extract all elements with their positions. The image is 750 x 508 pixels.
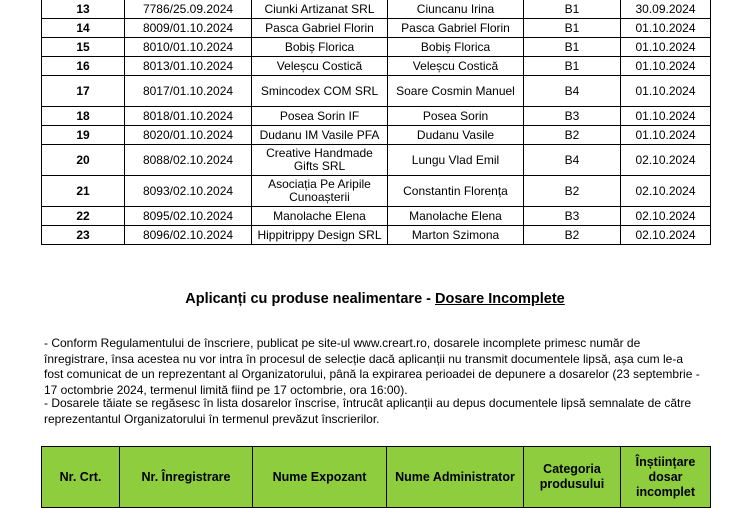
notice-date: 01.10.2024 [621, 57, 711, 76]
notice-date: 01.10.2024 [621, 76, 711, 107]
table-row [42, 176, 711, 207]
product-category: B2 [524, 126, 621, 145]
administrator-name: Pasca Gabriel Florin [388, 19, 524, 38]
row-number: 22 [42, 207, 125, 226]
product-category: B1 [524, 0, 621, 19]
administrator-name: Soare Cosmin Manuel [388, 76, 524, 107]
registration-number: 8010/01.10.2024 [125, 38, 252, 57]
registration-number: 8020/01.10.2024 [125, 126, 252, 145]
registered-applicants-table [41, 0, 711, 245]
section-title [0, 291, 750, 307]
exhibitor-name: Smincodex COM SRL [252, 76, 388, 107]
registration-number: 8088/02.10.2024 [125, 145, 252, 176]
header-administrator: Nume Administrator [387, 447, 524, 508]
registration-number: 8018/01.10.2024 [125, 107, 252, 126]
administrator-name: Veleșcu Costică [388, 57, 524, 76]
row-number: 13 [42, 0, 125, 19]
header-nr-crt: Nr. Crt. [42, 447, 120, 508]
exhibitor-name: Bobiș Florica [252, 38, 388, 57]
registration-number: 8095/02.10.2024 [125, 207, 252, 226]
product-category: B2 [524, 176, 621, 207]
registration-number: 8096/02.10.2024 [125, 226, 252, 245]
notice-date: 02.10.2024 [621, 176, 711, 207]
incomplete-files-table [41, 446, 711, 508]
table-row [42, 107, 711, 126]
exhibitor-name: Creative Handmade Gifts SRL [252, 145, 388, 176]
row-number: 18 [42, 107, 125, 126]
header-registration: Nr. Înregistrare [120, 447, 253, 508]
table-row [42, 207, 711, 226]
exhibitor-name: Manolache Elena [252, 207, 388, 226]
header-category: Categoria produsului [524, 447, 621, 508]
administrator-name: Posea Sorin [388, 107, 524, 126]
notice-date: 02.10.2024 [621, 145, 711, 176]
registration-number: 8013/01.10.2024 [125, 57, 252, 76]
row-number: 23 [42, 226, 125, 245]
row-number: 21 [42, 176, 125, 207]
registration-number: 8093/02.10.2024 [125, 176, 252, 207]
row-number: 17 [42, 76, 125, 107]
administrator-name: Manolache Elena [388, 207, 524, 226]
header-exhibitor: Nume Expozant [253, 447, 387, 508]
note-paragraph-2: - Dosarele tăiate se regăsesc în lista dosarelor înscrise, întrucât aplicanții au depus documentele lipsă semnalate de către reprezentantul Organizatorului în termenul prevăzut înscrierilor. [44, 396, 692, 426]
table-row [42, 0, 711, 19]
notice-date: 30.09.2024 [621, 0, 711, 19]
notice-date: 02.10.2024 [621, 207, 711, 226]
notice-date: 01.10.2024 [621, 107, 711, 126]
row-number: 20 [42, 145, 125, 176]
registration-number: 8009/01.10.2024 [125, 19, 252, 38]
row-number: 15 [42, 38, 125, 57]
exhibitor-name: Ciunki Artizanat SRL [252, 0, 388, 19]
table-row [42, 19, 711, 38]
product-category: B3 [524, 207, 621, 226]
table-row [42, 126, 711, 145]
table-row [42, 57, 711, 76]
administrator-name: Bobiș Florica [388, 38, 524, 57]
table-row [42, 226, 711, 245]
row-number: 16 [42, 57, 125, 76]
product-category: B2 [524, 226, 621, 245]
row-number: 19 [42, 126, 125, 145]
product-category: B1 [524, 19, 621, 38]
product-category: B4 [524, 145, 621, 176]
product-category: B4 [524, 76, 621, 107]
product-category: B1 [524, 57, 621, 76]
notice-date: 02.10.2024 [621, 226, 711, 245]
product-category: B1 [524, 38, 621, 57]
table-row [42, 145, 711, 176]
administrator-name: Dudanu Vasile [388, 126, 524, 145]
administrator-name: Ciuncanu Irina [388, 0, 524, 19]
notice-date: 01.10.2024 [621, 38, 711, 57]
section-title-main: Aplicanți cu produse nealimentare - [185, 291, 436, 307]
table-row [42, 38, 711, 57]
exhibitor-name: Posea Sorin IF [252, 107, 388, 126]
notice-date: 01.10.2024 [621, 19, 711, 38]
product-category: B3 [524, 107, 621, 126]
exhibitor-name: Hippitrippy Design SRL [252, 226, 388, 245]
administrator-name: Lungu Vlad Emil [388, 145, 524, 176]
registration-number: 7786/25.09.2024 [125, 0, 252, 19]
row-number: 14 [42, 19, 125, 38]
exhibitor-name: Asociația Pe Aripile Cunoașterii [252, 176, 388, 207]
table-row [42, 76, 711, 107]
administrator-name: Marton Szimona [388, 226, 524, 245]
exhibitor-name: Pasca Gabriel Florin [252, 19, 388, 38]
header-notice: Înștiințare dosar incomplet [621, 447, 711, 508]
exhibitor-name: Dudanu IM Vasile PFA [252, 126, 388, 145]
registration-number: 8017/01.10.2024 [125, 76, 252, 107]
header-row [42, 447, 711, 508]
notice-date: 01.10.2024 [621, 126, 711, 145]
administrator-name: Constantin Florența [388, 176, 524, 207]
note-paragraph-1: - Conform Regulamentului de înscriere, publicat pe site-ul www.creart.ro, dosarele incomplete primesc număr de înregistrare, însa acestea nu vor intra în procesul de selecție dacă aplicanții nu transmit documentele lipsă, așa cum le-a fost comunicat de un reprezentant al Organizatorului, până la expirarea perioadei de depunere a dosarelor (23 septembrie - 17 octombrie 2024, termenul limită fiind pe 17 octombrie, ora 16:00). [44, 336, 700, 397]
exhibitor-name: Veleșcu Costică [252, 57, 388, 76]
section-title-underlined: Dosare Incomplete [435, 291, 565, 307]
